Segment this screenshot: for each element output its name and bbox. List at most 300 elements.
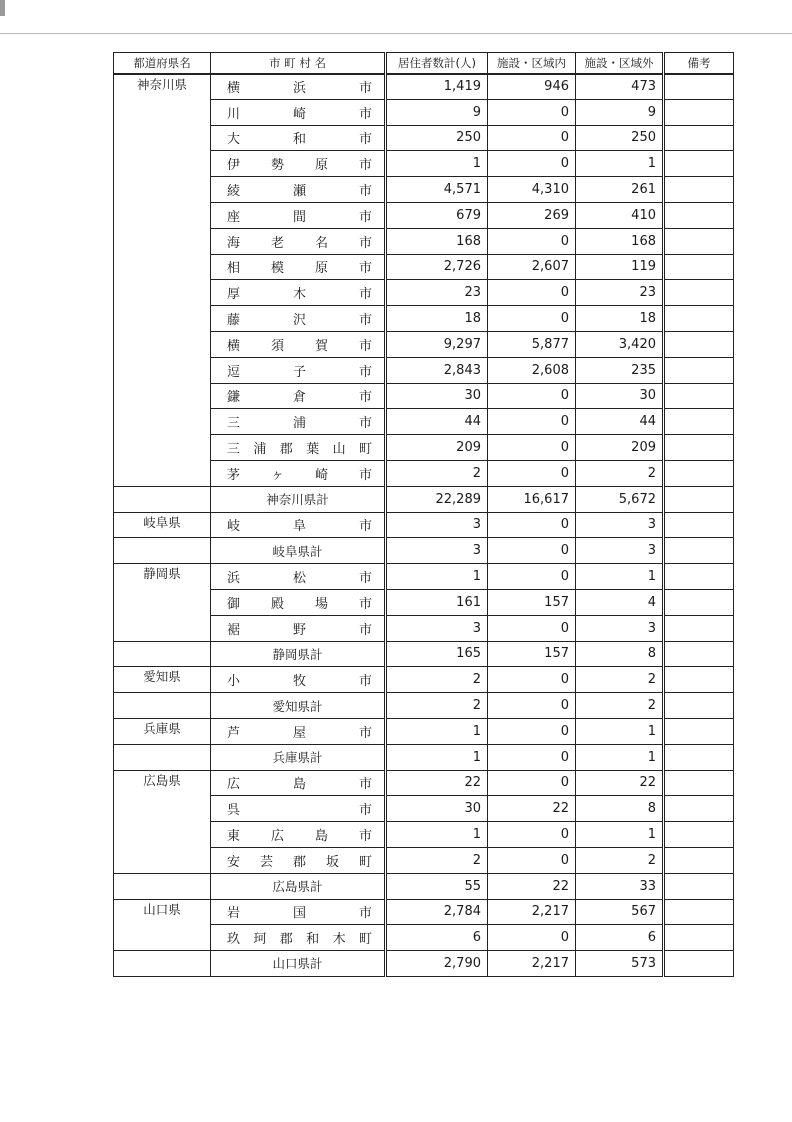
- cell-total: 9: [386, 99, 488, 125]
- municipality-char: ヶ: [270, 467, 284, 483]
- cell-remarks: [664, 125, 734, 151]
- cell-inside: 0: [488, 228, 576, 254]
- subtotal-row: [114, 951, 734, 977]
- municipality-name: [211, 151, 386, 177]
- municipality-char: 芸: [259, 854, 273, 870]
- municipality-char: 相: [227, 261, 241, 277]
- municipality-name: [211, 177, 386, 203]
- municipality-char: 市: [358, 596, 372, 612]
- cell-inside: 946: [488, 74, 576, 100]
- cell-remarks: [664, 589, 734, 615]
- cell-total: 168: [386, 228, 488, 254]
- subtotal-inside: 0: [488, 693, 576, 719]
- municipality-char: 勢: [270, 158, 284, 174]
- cell-outside: 30: [576, 383, 664, 409]
- municipality-char: 鎌: [227, 390, 241, 406]
- subtotal-blank: [114, 538, 211, 564]
- municipality-name: [211, 228, 386, 254]
- cell-inside: 0: [488, 306, 576, 332]
- cell-remarks: [664, 177, 734, 203]
- cell-total: 9,297: [386, 331, 488, 357]
- cell-inside: 2,607: [488, 254, 576, 280]
- municipality-char: 沢: [292, 313, 306, 329]
- municipality-name: [211, 74, 386, 100]
- municipality-char: 原: [314, 158, 328, 174]
- municipality-char: 市: [358, 571, 372, 587]
- municipality-char: 御: [227, 596, 241, 612]
- subtotal-blank: [114, 486, 211, 512]
- cell-total: 1: [386, 718, 488, 744]
- municipality-char: 郡: [279, 932, 293, 948]
- prefecture-name: 山口県: [114, 899, 211, 951]
- cell-inside: 0: [488, 718, 576, 744]
- municipality-char: 原: [314, 261, 328, 277]
- municipality-char: 伊: [227, 158, 241, 174]
- municipality-char: 市: [358, 81, 372, 97]
- municipality-char: 阜: [292, 519, 306, 535]
- municipality-char: 逗: [227, 364, 241, 380]
- cell-inside: 0: [488, 564, 576, 590]
- cell-outside: 22: [576, 770, 664, 796]
- cell-inside: 0: [488, 99, 576, 125]
- cell-outside: 1: [576, 718, 664, 744]
- cell-remarks: [664, 331, 734, 357]
- cell-inside: 0: [488, 847, 576, 873]
- cell-total: 30: [386, 383, 488, 409]
- cell-remarks: [664, 409, 734, 435]
- municipality-name: [211, 383, 386, 409]
- cell-outside: 8: [576, 796, 664, 822]
- municipality-char: 殿: [270, 596, 284, 612]
- subtotal-blank: [114, 641, 211, 667]
- subtotal-blank: [114, 873, 211, 899]
- prefecture-name: 広島県: [114, 770, 211, 873]
- cell-inside: 0: [488, 822, 576, 848]
- prefecture-name: 神奈川県: [114, 74, 211, 487]
- cell-outside: 4: [576, 589, 664, 615]
- prefecture-name: 岐阜県: [114, 512, 211, 538]
- municipality-char: 市: [358, 467, 372, 483]
- table-header-row: [114, 53, 734, 74]
- cell-remarks: [664, 925, 734, 951]
- municipality-name: [211, 331, 386, 357]
- cell-outside: 2: [576, 667, 664, 693]
- cell-outside: 3: [576, 615, 664, 641]
- cell-remarks: [664, 228, 734, 254]
- municipality-char: 岩: [227, 906, 241, 922]
- cell-inside: 0: [488, 383, 576, 409]
- cell-total: 2,726: [386, 254, 488, 280]
- cell-inside: 0: [488, 280, 576, 306]
- municipality-char: 浦: [292, 416, 306, 432]
- municipality-char: 賀: [314, 338, 328, 354]
- cell-outside: 18: [576, 306, 664, 332]
- municipality-char: 座: [227, 209, 241, 225]
- cell-inside: 4,310: [488, 177, 576, 203]
- municipality-name: [211, 667, 386, 693]
- table-row: [114, 74, 734, 100]
- cell-inside: 2,608: [488, 357, 576, 383]
- subtotal-row: [114, 486, 734, 512]
- cell-total: 3: [386, 512, 488, 538]
- cell-outside: 1: [576, 151, 664, 177]
- cell-inside: 22: [488, 796, 576, 822]
- municipality-char: 市: [358, 158, 372, 174]
- municipality-char: 市: [358, 338, 372, 354]
- cell-total: 2,843: [386, 357, 488, 383]
- municipality-char: 三: [227, 442, 241, 458]
- municipality-char: 珂: [253, 932, 267, 948]
- municipality-char: 島: [314, 829, 328, 844]
- municipality-name: [211, 796, 386, 822]
- subtotal-inside: 22: [488, 873, 576, 899]
- municipality-name: [211, 460, 386, 486]
- municipality-name: [211, 280, 386, 306]
- subtotal-total: 2,790: [386, 951, 488, 977]
- municipality-name: [211, 718, 386, 744]
- cell-outside: 567: [576, 899, 664, 925]
- cell-total: 2: [386, 667, 488, 693]
- table-body: [114, 74, 734, 977]
- cell-total: 161: [386, 589, 488, 615]
- cell-remarks: [664, 615, 734, 641]
- municipality-char: 市: [358, 777, 372, 793]
- subtotal-total: 1: [386, 744, 488, 770]
- municipality-char: 郡: [292, 854, 306, 870]
- municipality-char: 市: [358, 313, 372, 329]
- municipality-char: 市: [358, 235, 372, 251]
- municipality-char: 町: [358, 932, 372, 948]
- municipality-char: 屋: [292, 725, 306, 741]
- municipality-char: 広: [270, 829, 284, 844]
- cell-inside: 0: [488, 151, 576, 177]
- cell-inside: 0: [488, 435, 576, 461]
- cell-total: 1: [386, 564, 488, 590]
- cell-total: 3: [386, 615, 488, 641]
- municipality-char: 市: [358, 209, 372, 225]
- subtotal-row: [114, 873, 734, 899]
- header-municipality: 市 町 村 名: [211, 53, 386, 74]
- municipality-char: 市: [358, 906, 372, 922]
- municipality-char: 浜: [227, 571, 241, 587]
- municipality-char: 山: [332, 442, 346, 458]
- municipality-char: 市: [358, 364, 372, 380]
- municipality-char: 呉: [227, 803, 241, 819]
- cell-remarks: [664, 770, 734, 796]
- cell-outside: 168: [576, 228, 664, 254]
- cell-remarks: [664, 667, 734, 693]
- municipality-char: 木: [292, 287, 306, 303]
- municipality-char: 市: [358, 132, 372, 148]
- cell-remarks: [664, 796, 734, 822]
- municipality-char: 名: [314, 235, 328, 251]
- municipality-char: 倉: [292, 390, 306, 406]
- municipality-char: 野: [292, 622, 306, 638]
- cell-inside: 0: [488, 770, 576, 796]
- cell-total: 6: [386, 925, 488, 951]
- cell-outside: 3: [576, 512, 664, 538]
- municipality-char: 市: [358, 674, 372, 690]
- municipality-char: 町: [358, 854, 372, 870]
- subtotal-remarks: [664, 951, 734, 977]
- cell-outside: 23: [576, 280, 664, 306]
- subtotal-total: 2: [386, 693, 488, 719]
- municipality-char: 小: [227, 674, 241, 690]
- municipality-name: [211, 202, 386, 228]
- header-prefecture: 都道府県名: [114, 53, 211, 74]
- subtotal-total: 165: [386, 641, 488, 667]
- municipality-char: 市: [358, 390, 372, 406]
- cell-inside: 0: [488, 925, 576, 951]
- municipality-char: 市: [358, 416, 372, 432]
- municipality-char: 大: [227, 132, 241, 148]
- municipality-char: 茅: [227, 467, 241, 483]
- municipality-name: [211, 847, 386, 873]
- municipality-char: 川: [227, 106, 241, 122]
- cell-total: 22: [386, 770, 488, 796]
- header-inside: 施設・区域内: [488, 53, 576, 74]
- cell-total: 2: [386, 460, 488, 486]
- municipality-char: 浦: [253, 442, 267, 458]
- municipality-name: [211, 512, 386, 538]
- subtotal-inside: 157: [488, 641, 576, 667]
- municipality-char: 牧: [292, 674, 306, 690]
- municipality-char: 広: [227, 777, 241, 793]
- municipality-char: 子: [292, 364, 306, 380]
- cell-total: 1: [386, 151, 488, 177]
- cell-outside: 250: [576, 125, 664, 151]
- municipality-char: 崎: [314, 467, 328, 483]
- cell-total: 250: [386, 125, 488, 151]
- cell-remarks: [664, 357, 734, 383]
- municipality-char: 松: [292, 571, 306, 587]
- subtotal-outside: 573: [576, 951, 664, 977]
- subtotal-total: 22,289: [386, 486, 488, 512]
- municipality-char: 島: [292, 777, 306, 793]
- subtotal-blank: [114, 744, 211, 770]
- cell-remarks: [664, 280, 734, 306]
- municipality-name: [211, 99, 386, 125]
- cell-total: 44: [386, 409, 488, 435]
- municipality-char: 海: [227, 235, 241, 251]
- municipality-name: [211, 306, 386, 332]
- header-outside: 施設・区域外: [576, 53, 664, 74]
- subtotal-blank: [114, 693, 211, 719]
- subtotal-remarks: [664, 641, 734, 667]
- table-row: [114, 667, 734, 693]
- prefecture-name: 愛知県: [114, 667, 211, 693]
- subtotal-outside: 3: [576, 538, 664, 564]
- municipality-name: [211, 822, 386, 848]
- subtotal-inside: 2,217: [488, 951, 576, 977]
- municipality-char: 市: [358, 725, 372, 741]
- cell-outside: 473: [576, 74, 664, 100]
- header-remarks: 備考: [664, 53, 734, 74]
- municipality-char: 岐: [227, 519, 241, 535]
- municipality-char: 浜: [292, 81, 306, 97]
- cell-inside: 5,877: [488, 331, 576, 357]
- municipality-char: 間: [292, 209, 306, 225]
- cell-total: 2: [386, 847, 488, 873]
- cell-outside: 235: [576, 357, 664, 383]
- subtotal-outside: 8: [576, 641, 664, 667]
- municipality-char: 場: [314, 596, 328, 612]
- municipality-char: 崎: [292, 106, 306, 122]
- cell-remarks: [664, 435, 734, 461]
- cell-remarks: [664, 151, 734, 177]
- municipality-char: 市: [358, 519, 372, 535]
- municipality-char: 和: [306, 932, 320, 948]
- municipality-char: 市: [358, 106, 372, 122]
- subtotal-remarks: [664, 693, 734, 719]
- municipality-char: 国: [292, 906, 306, 922]
- resident-count-table: [113, 52, 734, 977]
- municipality-name: [211, 125, 386, 151]
- cell-total: 1: [386, 822, 488, 848]
- municipality-char: 横: [227, 81, 241, 97]
- subtotal-row: [114, 538, 734, 564]
- subtotal-total: 55: [386, 873, 488, 899]
- cell-inside: 0: [488, 615, 576, 641]
- cell-inside: 2,217: [488, 899, 576, 925]
- subtotal-outside: 33: [576, 873, 664, 899]
- cell-outside: 119: [576, 254, 664, 280]
- municipality-char: 葉: [306, 442, 320, 458]
- cell-outside: 2: [576, 847, 664, 873]
- subtotal-remarks: [664, 744, 734, 770]
- subtotal-row: [114, 641, 734, 667]
- subtotal-inside: 0: [488, 538, 576, 564]
- municipality-char: 町: [358, 442, 372, 458]
- cell-remarks: [664, 512, 734, 538]
- municipality-char: 瀬: [292, 184, 306, 200]
- municipality-char: 安: [227, 854, 241, 870]
- cell-outside: 1: [576, 564, 664, 590]
- cell-inside: 157: [488, 589, 576, 615]
- header-total: 居住者数計(人): [386, 53, 488, 74]
- table-row: [114, 718, 734, 744]
- cell-remarks: [664, 202, 734, 228]
- cell-remarks: [664, 74, 734, 100]
- cell-outside: 261: [576, 177, 664, 203]
- municipality-name: [211, 435, 386, 461]
- cell-remarks: [664, 460, 734, 486]
- subtotal-row: [114, 744, 734, 770]
- cell-outside: 2: [576, 460, 664, 486]
- subtotal-remarks: [664, 538, 734, 564]
- cell-total: 2,784: [386, 899, 488, 925]
- scan-corner-mark: [0, 0, 5, 16]
- cell-remarks: [664, 254, 734, 280]
- municipality-char: 裾: [227, 622, 241, 638]
- municipality-char: 和: [292, 132, 306, 148]
- municipality-char: 横: [227, 338, 241, 354]
- municipality-char: 郡: [279, 442, 293, 458]
- subtotal-row: [114, 693, 734, 719]
- subtotal-label: 神奈川県計: [211, 486, 386, 512]
- cell-total: 4,571: [386, 177, 488, 203]
- municipality-char: 芦: [227, 725, 241, 741]
- subtotal-label: 兵庫県計: [211, 744, 386, 770]
- subtotal-remarks: [664, 486, 734, 512]
- table-row: [114, 512, 734, 538]
- cell-outside: 6: [576, 925, 664, 951]
- subtotal-label: 静岡県計: [211, 641, 386, 667]
- municipality-char: 藤: [227, 313, 241, 329]
- cell-remarks: [664, 718, 734, 744]
- cell-total: 1,419: [386, 74, 488, 100]
- cell-remarks: [664, 99, 734, 125]
- municipality-char: 綾: [227, 184, 241, 200]
- subtotal-total: 3: [386, 538, 488, 564]
- cell-total: 23: [386, 280, 488, 306]
- subtotal-blank: [114, 951, 211, 977]
- municipality-name: [211, 615, 386, 641]
- municipality-name: [211, 589, 386, 615]
- cell-remarks: [664, 847, 734, 873]
- municipality-name: [211, 409, 386, 435]
- cell-outside: 44: [576, 409, 664, 435]
- table-row: [114, 564, 734, 590]
- municipality-char: 模: [270, 261, 284, 277]
- cell-outside: 1: [576, 822, 664, 848]
- cell-inside: 269: [488, 202, 576, 228]
- municipality-char: 市: [358, 829, 372, 844]
- cell-total: 30: [386, 796, 488, 822]
- cell-inside: 0: [488, 460, 576, 486]
- cell-total: 18: [386, 306, 488, 332]
- municipality-name: [211, 899, 386, 925]
- cell-outside: 410: [576, 202, 664, 228]
- municipality-name: [211, 254, 386, 280]
- subtotal-label: 岐阜県計: [211, 538, 386, 564]
- municipality-char: 須: [270, 338, 284, 354]
- cell-outside: 3,420: [576, 331, 664, 357]
- subtotal-outside: 1: [576, 744, 664, 770]
- cell-total: 209: [386, 435, 488, 461]
- cell-inside: 0: [488, 125, 576, 151]
- subtotal-outside: 2: [576, 693, 664, 719]
- cell-remarks: [664, 822, 734, 848]
- page-top-rule: [0, 33, 792, 34]
- subtotal-label: 広島県計: [211, 873, 386, 899]
- municipality-char: 老: [270, 235, 284, 251]
- municipality-char: 東: [227, 829, 241, 844]
- cell-outside: 209: [576, 435, 664, 461]
- cell-remarks: [664, 383, 734, 409]
- municipality-name: [211, 925, 386, 951]
- cell-remarks: [664, 306, 734, 332]
- table-row: [114, 899, 734, 925]
- table-row: [114, 770, 734, 796]
- cell-inside: 0: [488, 512, 576, 538]
- cell-inside: 0: [488, 409, 576, 435]
- municipality-char: 厚: [227, 287, 241, 303]
- cell-remarks: [664, 899, 734, 925]
- municipality-char: 市: [358, 184, 372, 200]
- municipality-name: [211, 357, 386, 383]
- prefecture-name: 兵庫県: [114, 718, 211, 744]
- municipality-char: 木: [332, 932, 346, 948]
- municipality-char: 玖: [227, 932, 241, 948]
- cell-total: 679: [386, 202, 488, 228]
- municipality-name: [211, 770, 386, 796]
- cell-inside: 0: [488, 667, 576, 693]
- cell-remarks: [664, 564, 734, 590]
- municipality-char: 市: [358, 803, 372, 819]
- cell-outside: 9: [576, 99, 664, 125]
- subtotal-outside: 5,672: [576, 486, 664, 512]
